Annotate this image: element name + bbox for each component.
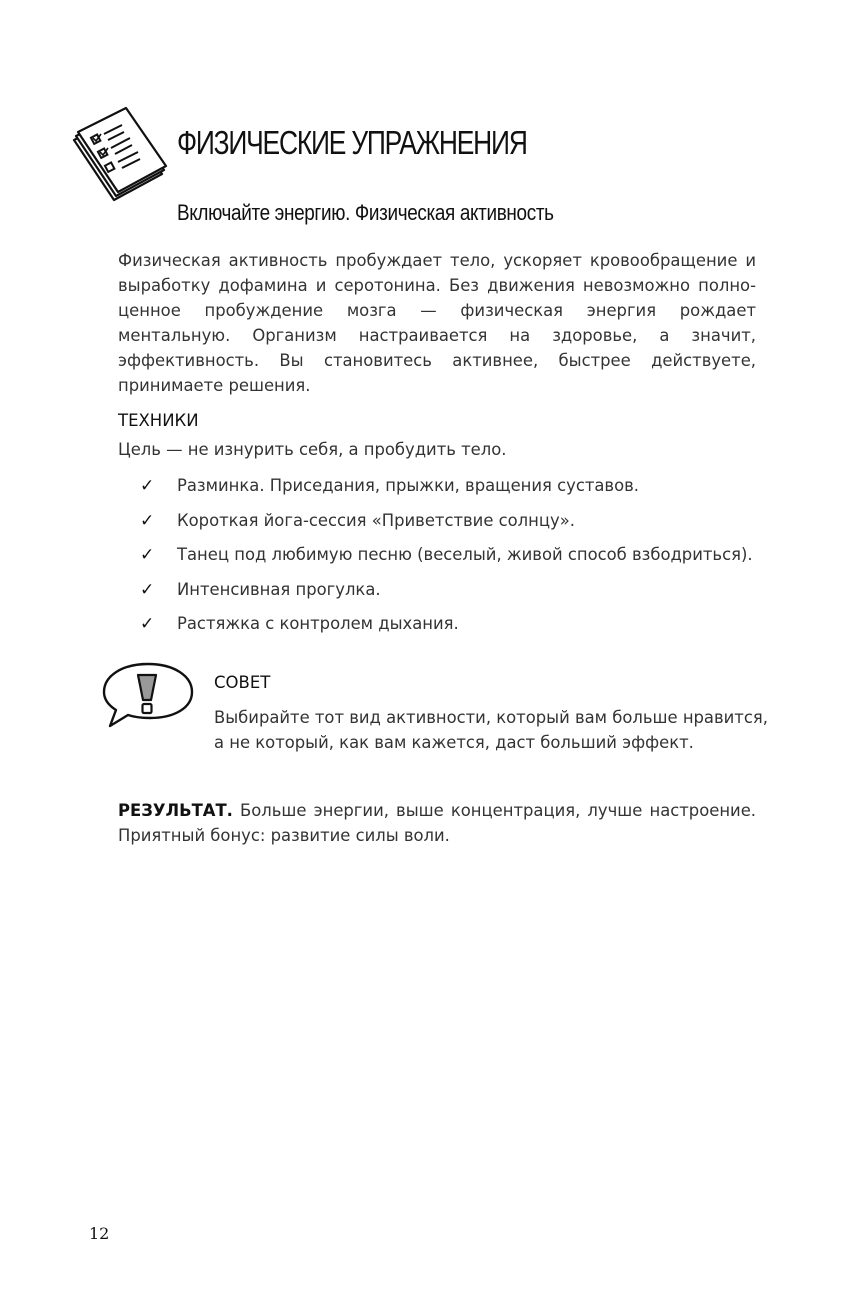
- check-mark-icon: ✓: [140, 545, 155, 565]
- check-mark-icon: ✓: [140, 579, 155, 600]
- checklist-notes-icon: [70, 96, 170, 202]
- tip-heading: СОВЕТ: [214, 673, 271, 692]
- result-paragraph: [118, 798, 756, 848]
- techniques-list: [140, 476, 753, 649]
- list-item-text: Короткая йога-сессия «Приветствие солнцу».: [177, 510, 575, 530]
- list-item: [140, 476, 753, 511]
- section-subtitle: Включайте энергию. Физическая активность: [177, 200, 554, 225]
- check-mark-icon: ✓: [140, 510, 155, 531]
- chapter-title: ФИЗИЧЕСКИЕ УПРАЖНЕНИЯ: [177, 124, 527, 161]
- list-item: [140, 580, 753, 615]
- check-mark-icon: ✓: [140, 614, 155, 634]
- techniques-heading: ТЕХНИКИ: [118, 411, 199, 430]
- techniques-lead: Цель — не изнурить себя, а пробудить тело.: [118, 440, 507, 459]
- list-item: [140, 614, 753, 649]
- list-item-text: Разминка. Приседания, прыжки, вращения суставов.: [177, 476, 639, 495]
- list-item: [140, 545, 753, 580]
- intro-paragraph: Физическая активность пробуждает тело, ускоряет кровообращение и выработку дофамина и серотонина. Без движения невозможно полноценное пробуждение мозга — физическая энергия рождает ментальную. Организм настраивается на здоровье, а значит, эффективность. Вы становитесь активнее, быстрее действуете, принимаете решения.: [118, 251, 756, 395]
- list-item-text: Танец под любимую песню (веселый, живой способ взбодриться).: [177, 545, 753, 564]
- list-item-text: Растяжка с контролем дыхания.: [177, 614, 459, 633]
- list-item-text: Интенсивная прогулка.: [177, 579, 381, 599]
- exclamation-speech-bubble-icon: [100, 660, 196, 730]
- result-text: Больше энергии, выше концентрация, лучше настроение. Приятный бонус: развитие силы воли.: [118, 801, 756, 845]
- list-item: [140, 511, 753, 546]
- page-number: 12: [89, 1224, 110, 1243]
- result-label: РЕЗУЛЬТАТ.: [118, 801, 233, 820]
- tip-text: Выбирайте тот вид активности, который вам больше нравится, а не который, как вам кажется, даст больший эффект.: [214, 708, 768, 752]
- check-mark-icon: ✓: [140, 476, 155, 496]
